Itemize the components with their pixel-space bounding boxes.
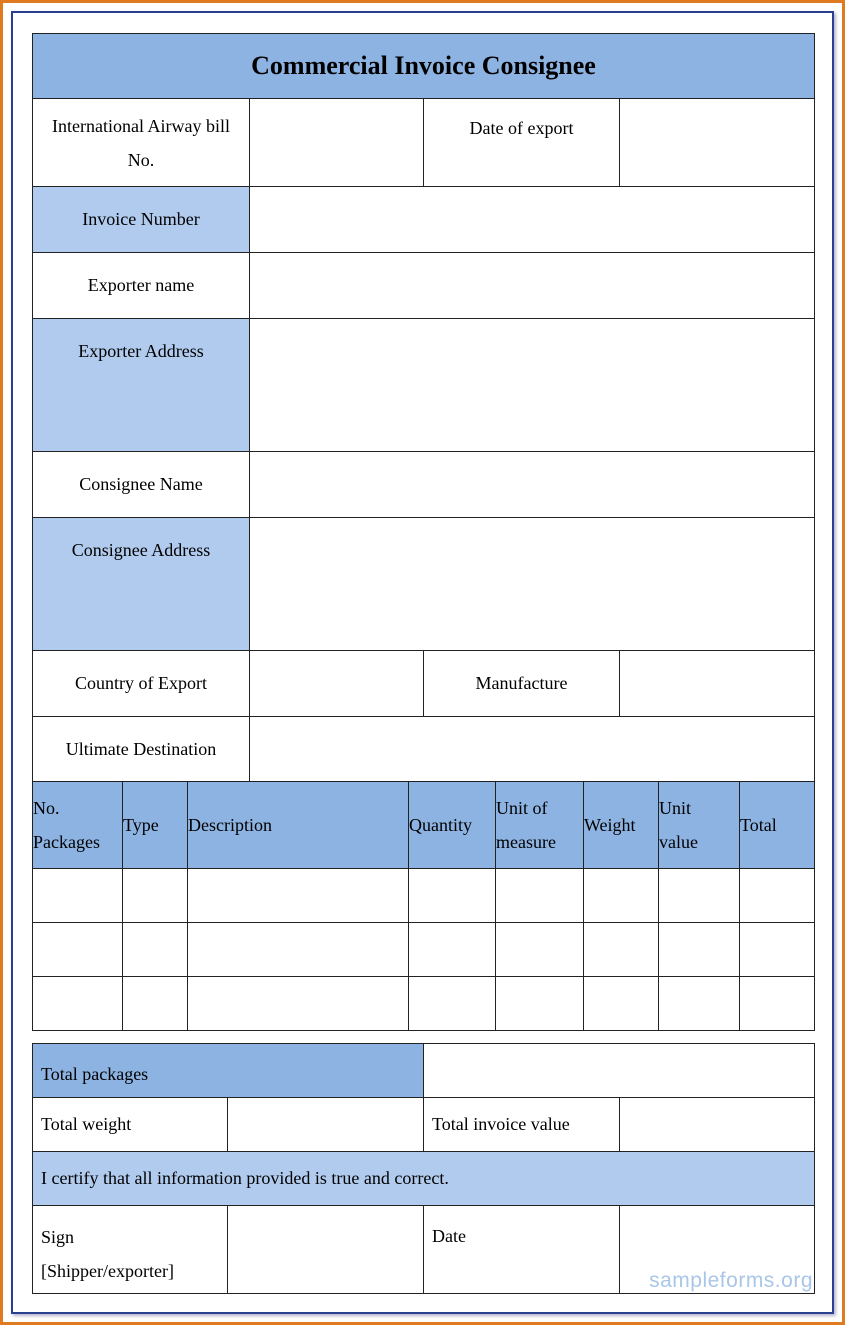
table-cell[interactable] <box>409 977 496 1031</box>
manufacture-field[interactable] <box>620 651 815 717</box>
column-header-total: Total <box>740 782 815 869</box>
total-packages-label: Total packages <box>33 1044 424 1098</box>
table-cell[interactable] <box>584 923 659 977</box>
column-header-type: Type <box>123 782 188 869</box>
table-cell[interactable] <box>496 869 584 923</box>
table-cell[interactable] <box>584 869 659 923</box>
table-cell[interactable] <box>496 977 584 1031</box>
country-of-export-label: Country of Export <box>33 651 250 717</box>
table-cell[interactable] <box>740 923 815 977</box>
table-cell[interactable] <box>659 923 740 977</box>
column-header-no-packages: No. Packages <box>33 782 123 869</box>
table-cell[interactable] <box>740 869 815 923</box>
consignee-address-label: Consignee Address <box>33 518 250 651</box>
date-label: Date <box>424 1206 620 1294</box>
consignee-name-field[interactable] <box>250 452 815 518</box>
totals-table <box>32 1043 815 1294</box>
table-cell[interactable] <box>409 869 496 923</box>
invoice-number-label: Invoice Number <box>33 187 250 253</box>
table-row <box>33 977 815 1031</box>
table-row <box>33 869 815 923</box>
table-cell[interactable] <box>33 977 123 1031</box>
items-table <box>32 781 815 1031</box>
exporter-name-label: Exporter name <box>33 253 250 319</box>
sign-label: Sign <box>41 1227 75 1247</box>
certification-statement: I certify that all information provided is true and correct. <box>33 1152 815 1206</box>
ultimate-destination-field[interactable] <box>250 717 815 782</box>
table-cell[interactable] <box>33 869 123 923</box>
table-row <box>33 923 815 977</box>
column-header-unit-value: Unit value <box>659 782 740 869</box>
table-cell[interactable] <box>123 869 188 923</box>
exporter-address-label: Exporter Address <box>33 319 250 452</box>
table-cell[interactable] <box>409 923 496 977</box>
consignee-info-table <box>32 33 815 782</box>
table-cell[interactable] <box>659 977 740 1031</box>
table-cell[interactable] <box>584 977 659 1031</box>
exporter-name-field[interactable] <box>250 253 815 319</box>
total-invoice-value-label: Total invoice value <box>424 1098 620 1152</box>
column-header-quantity: Quantity <box>409 782 496 869</box>
table-cell[interactable] <box>188 977 409 1031</box>
total-invoice-value-field[interactable] <box>620 1098 815 1152</box>
consignee-name-label: Consignee Name <box>33 452 250 518</box>
table-cell[interactable] <box>123 977 188 1031</box>
ultimate-destination-label: Ultimate Destination <box>33 717 250 782</box>
manufacture-label: Manufacture <box>424 651 620 717</box>
table-cell[interactable] <box>740 977 815 1031</box>
column-header-weight: Weight <box>584 782 659 869</box>
date-of-export-label: Date of export <box>424 99 620 187</box>
column-header-unit-of-measure: Unit of measure <box>496 782 584 869</box>
table-cell[interactable] <box>188 869 409 923</box>
sign-sublabel: [Shipper/exporter] <box>41 1261 174 1281</box>
airway-bill-label: International Airway bill No. <box>33 99 250 187</box>
table-cell[interactable] <box>659 869 740 923</box>
total-weight-field[interactable] <box>228 1098 424 1152</box>
table-cell[interactable] <box>496 923 584 977</box>
column-header-description: Description <box>188 782 409 869</box>
table-cell[interactable] <box>123 923 188 977</box>
airway-bill-field[interactable] <box>250 99 424 187</box>
sign-label-cell <box>33 1206 228 1294</box>
sign-field[interactable] <box>228 1206 424 1294</box>
table-cell[interactable] <box>33 923 123 977</box>
form-title: Commercial Invoice Consignee <box>33 34 815 99</box>
table-cell[interactable] <box>188 923 409 977</box>
total-packages-field[interactable] <box>424 1044 815 1098</box>
date-of-export-field[interactable] <box>620 99 815 187</box>
exporter-address-field[interactable] <box>250 319 815 452</box>
country-of-export-field[interactable] <box>250 651 424 717</box>
total-weight-label: Total weight <box>33 1098 228 1152</box>
watermark-text: sampleforms.org <box>649 1269 813 1292</box>
consignee-address-field[interactable] <box>250 518 815 651</box>
invoice-number-field[interactable] <box>250 187 815 253</box>
